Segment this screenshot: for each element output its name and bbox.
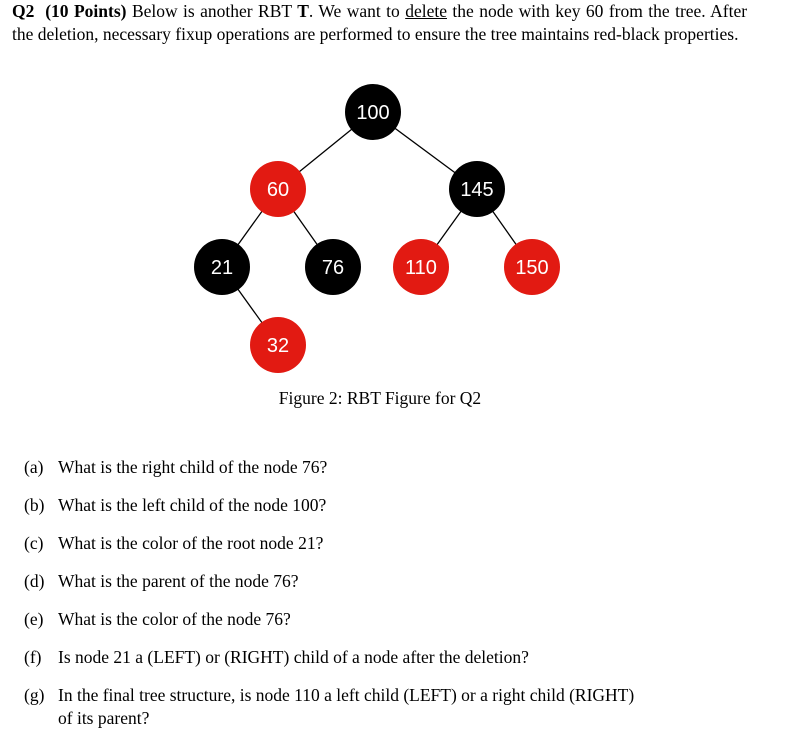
node-label-100: 100: [356, 102, 390, 124]
subquestion-f: (f) Is node 21 a (LEFT) or (RIGHT) child of a node after the deletion?: [24, 647, 529, 667]
subquestion-g: (g) In the final tree structure, is node 110 a left child (LEFT) or a right child (RIGHT) of its parent?: [24, 685, 635, 728]
node-label-110: 110: [405, 257, 437, 279]
node-label-21: 21: [210, 257, 234, 279]
node-60: [250, 161, 306, 217]
intro-text-mid: . We want to: [308, 1, 400, 21]
subquestion-d: (d) What is the parent of the node 76?: [24, 571, 299, 591]
node-label-145: 145: [460, 179, 494, 201]
node-110: [393, 239, 449, 295]
intro-text-pre: Below is another RBT: [131, 1, 292, 21]
node-76: [305, 239, 361, 295]
tree-name: T: [297, 1, 309, 21]
node-145: [449, 161, 505, 217]
node-label-150: 150: [515, 257, 549, 279]
subquestion-c: (c) What is the color of the root node 21?: [24, 533, 324, 553]
node-32: [250, 317, 306, 373]
subquestion-a: (a) What is the right child of the node 76?: [24, 457, 328, 477]
node-label-60: 60: [266, 179, 290, 201]
node-label-32: 32: [266, 335, 290, 357]
node-100: [345, 84, 401, 140]
subquestion-b: (b) What is the left child of the node 100?: [24, 495, 327, 515]
question-id: Q2: [12, 1, 35, 21]
subquestion-e: (e) What is the color of the node 76?: [24, 609, 291, 629]
figure-caption: Figure 2: RBT Figure for Q2: [278, 388, 482, 408]
intro-text-post: the node with key 60 from the tree. After the deletion, necessary fixup operations are performed to ensure the tree maintains red-black properties.: [12, 1, 748, 44]
tree-edges: [222, 112, 532, 345]
question-points: (10 Points): [45, 1, 127, 21]
node-21: [194, 239, 250, 295]
delete-word: delete: [405, 1, 447, 21]
node-150: [504, 239, 560, 295]
node-label-76: 76: [321, 257, 345, 279]
